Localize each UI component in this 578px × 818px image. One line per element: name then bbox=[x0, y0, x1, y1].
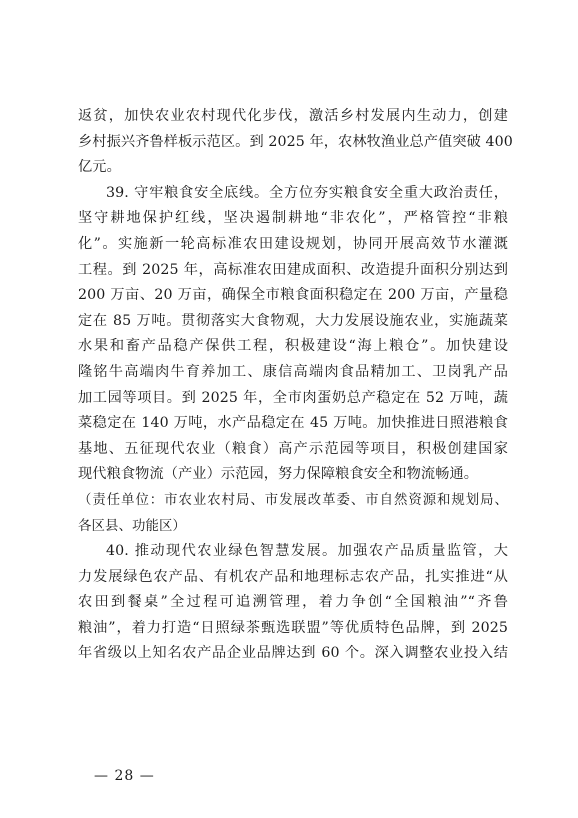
section-40-heading-line: 40. 推动现代农业绿色智慧发展。加强农产品质量监管，大 bbox=[106, 543, 508, 560]
text-line: 隆铭牛高端肉牛育养加工、康信高端肉食品精加工、卫岗乳产品 bbox=[78, 363, 508, 380]
text-line: 菜稳定在 140 万吨，水产品稳定在 45 万吨。加快推进日照港粮食 bbox=[78, 415, 508, 432]
body-text bbox=[78, 104, 513, 667]
text-line: 返贫，加快农业农村现代化步伐，激活乡村发展内生动力，创建 bbox=[78, 108, 508, 124]
responsible-units-line: （责任单位：市农业农村局、市发展改革委、市自然资源和规划局、 bbox=[78, 492, 508, 508]
text-line: 坚守耕地保护红线，坚决遏制耕地“非农化”，严格管控“非粮 bbox=[78, 210, 508, 227]
text-line: 化”。实施新一轮高标准农田建设规划，协同开展高效节水灌溉 bbox=[78, 235, 508, 252]
text-line: 200 万亩、20 万亩，确保全市粮食面积稳定在 200 万亩，产量稳 bbox=[78, 287, 508, 304]
text-line: 粮油”，着力打造“日照绿茶甄选联盟”等优质特色品牌，到 2025 bbox=[78, 619, 508, 636]
text-line: 力发展绿色农产品、有机农产品和地理标志农产品，扎实推进“从 bbox=[78, 568, 508, 585]
text-line: 工程。到 2025 年，高标准农田建成面积、改造提升面积分别达到 bbox=[78, 261, 508, 278]
text-line: 基地、五征现代农业（粮食）高产示范园等项目，积极创建国家 bbox=[78, 440, 508, 457]
text-line: 加工园等项目。到 2025 年，全市肉蛋奶总产稳定在 52 万吨，蔬 bbox=[78, 389, 508, 406]
text-line: 亿元。 bbox=[78, 159, 121, 176]
text-line: 水果和畜产品稳产保供工程，积极建设“海上粮仓”。加快建设 bbox=[78, 338, 508, 355]
text-line: 乡村振兴齐鲁样板示范区。到 2025 年，农林牧渔业总产值突破 400 bbox=[78, 133, 513, 150]
section-39-heading-line: 39. 守牢粮食安全底线。全方位夯实粮食安全重大政治责任， bbox=[106, 184, 508, 201]
text-line: 年省级以上知名农产品企业品牌达到 60 个。深入调整农业投入结 bbox=[78, 645, 508, 662]
page-number: — 28 — bbox=[94, 768, 155, 784]
text-line: 现代粮食物流（产业）示范园，努力保障粮食安全和物流畅通。 bbox=[78, 466, 479, 483]
responsible-units-line: 各区县、功能区） bbox=[78, 518, 186, 534]
text-line: 定在 85 万吨。贯彻落实大食物观，大力发展设施农业，实施蔬菜 bbox=[78, 312, 508, 329]
text-line: 农田到餐桌”全过程可追溯管理，着力争创“全国粮油”“齐鲁 bbox=[78, 594, 508, 611]
